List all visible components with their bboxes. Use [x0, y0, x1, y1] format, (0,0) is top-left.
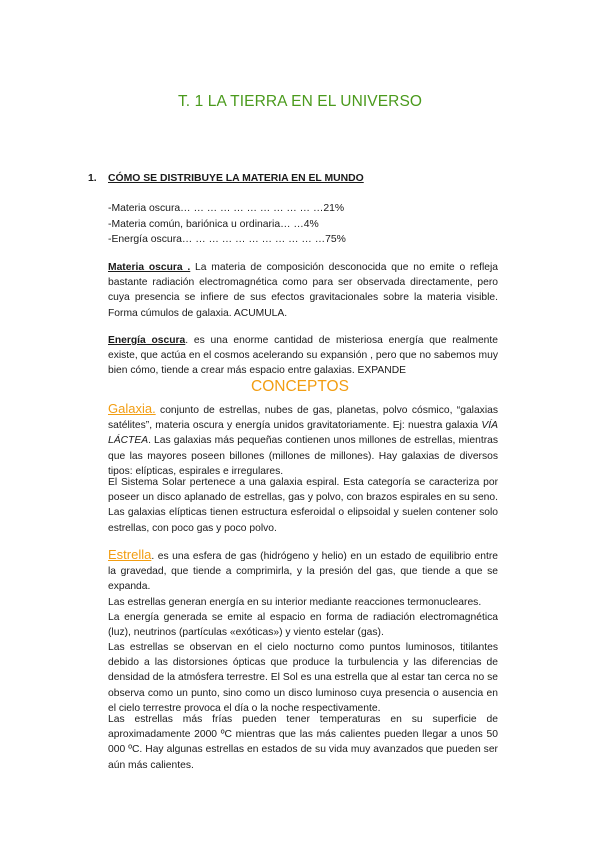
distribution-item: -Materia común, bariónica u ordinaria… …4%: [108, 218, 319, 230]
estrella-paragraph-3: La energía generada se emite al espacio en forma de radiación electromagnética (luz), neutrinos (partículas «exóticas») y viento estelar (gas).: [108, 612, 498, 639]
section-heading: [88, 173, 364, 184]
estrella-term: Estrella: [108, 547, 152, 562]
galaxia-example: VÍA LÁCTEA: [108, 420, 498, 447]
estrella-paragraph-2: Las estrellas generan energía en su interior mediante reacciones termonucleares.: [108, 597, 482, 608]
galaxia-term: Galaxia.: [108, 401, 156, 416]
galaxia-text-1: conjunto de estrellas, nubes de gas, planetas, polvo cósmico, “galaxias satélites”, materia oscura y energía unidos gravitatoriamente. Ej: nuestra galaxia: [108, 405, 498, 432]
materia-oscura-paragraph: [108, 260, 498, 321]
matter-distribution-list: [108, 201, 346, 248]
galaxia-text-2: . Las galaxias más pequeñas contienen unos millones de estrellas, mientras que las mayores poseen billones (millones de millones). Hay galaxias de diversos tipos: elípticas, espirales e irregulares.: [108, 435, 498, 477]
galaxia-paragraph: [108, 401, 498, 479]
estrella-paragraph: [108, 547, 498, 595]
concepts-title: CONCEPTOS: [251, 378, 349, 395]
materia-oscura-text: La materia de composición desconocida que no emite o refleja bastante radiación electromagnética como para ser observada directamente, pero cuya presencia se infiere de sus efectos gravitacionales sobre la materia visible. Forma cúmulos de galaxia. ACUMULA.: [108, 262, 499, 319]
section-heading-text: CÓMO SE DISTRIBUYE LA MATERIA EN EL MUNDO: [108, 173, 364, 184]
page-title: T. 1 LA TIERRA EN EL UNIVERSO: [177, 93, 423, 110]
estrella-text: . es una esfera de gas (hidrógeno y helio) en un estado de equilibrio entre la gravedad, que tiende a comprimirla, y la presión del gas, que tiende a que se expanda.: [108, 551, 498, 593]
energia-oscura-text: . es una enorme cantidad de misteriosa energía que realmente existe, que actúa en el cosmos acelerando su expansión , pero que no sabemos muy bien cómo, tiende a crear más espacio entre galaxias. EXPANDE: [108, 335, 498, 377]
distribution-item: -Energía oscura… … … … … … … … … … …75%: [108, 234, 346, 245]
energia-oscura-paragraph: [108, 333, 498, 379]
section-number: 1.: [88, 173, 97, 184]
materia-oscura-term: Materia oscura .: [108, 262, 191, 273]
estrella-paragraph-4: Las estrellas se observan en el cielo nocturno como puntos luminosos, titilantes debido a las distorsiones ópticas que produce la turbulencia y las diferencias de densidad de la atmósfera terrestre. El Sol es una estrella que al estar tan cerca no se observa como un punto, sino como un disco luminoso cuya presencia o ausencia en el cielo terrestre provoca el día o la noche respectivamente.: [108, 642, 498, 714]
energia-oscura-term: Energía oscura: [108, 335, 186, 346]
estrella-paragraph-5: Las estrellas más frías pueden tener temperaturas en su superficie de aproximadamente 2000 ºC mientras que las más calientes pueden llegar a unos 50 000 ºC. Hay algunas estrellas en estados de su vida muy avanzados que pueden ser aún más calientes.: [108, 714, 498, 771]
distribution-item: -Materia oscura… … … … … … … … … … …21%: [108, 203, 345, 214]
galaxia-paragraph-2: El Sistema Solar pertenece a una galaxia espiral. Esta categoría se caracteriza por poseer un disco aplanado de estrellas, gas y polvo, con brazos espirales en su seno. Las galaxias elípticas tienen estructura esferoidal o elipsoidal y suelen contener solo estrellas, con poco gas y poco polvo.: [108, 477, 498, 534]
